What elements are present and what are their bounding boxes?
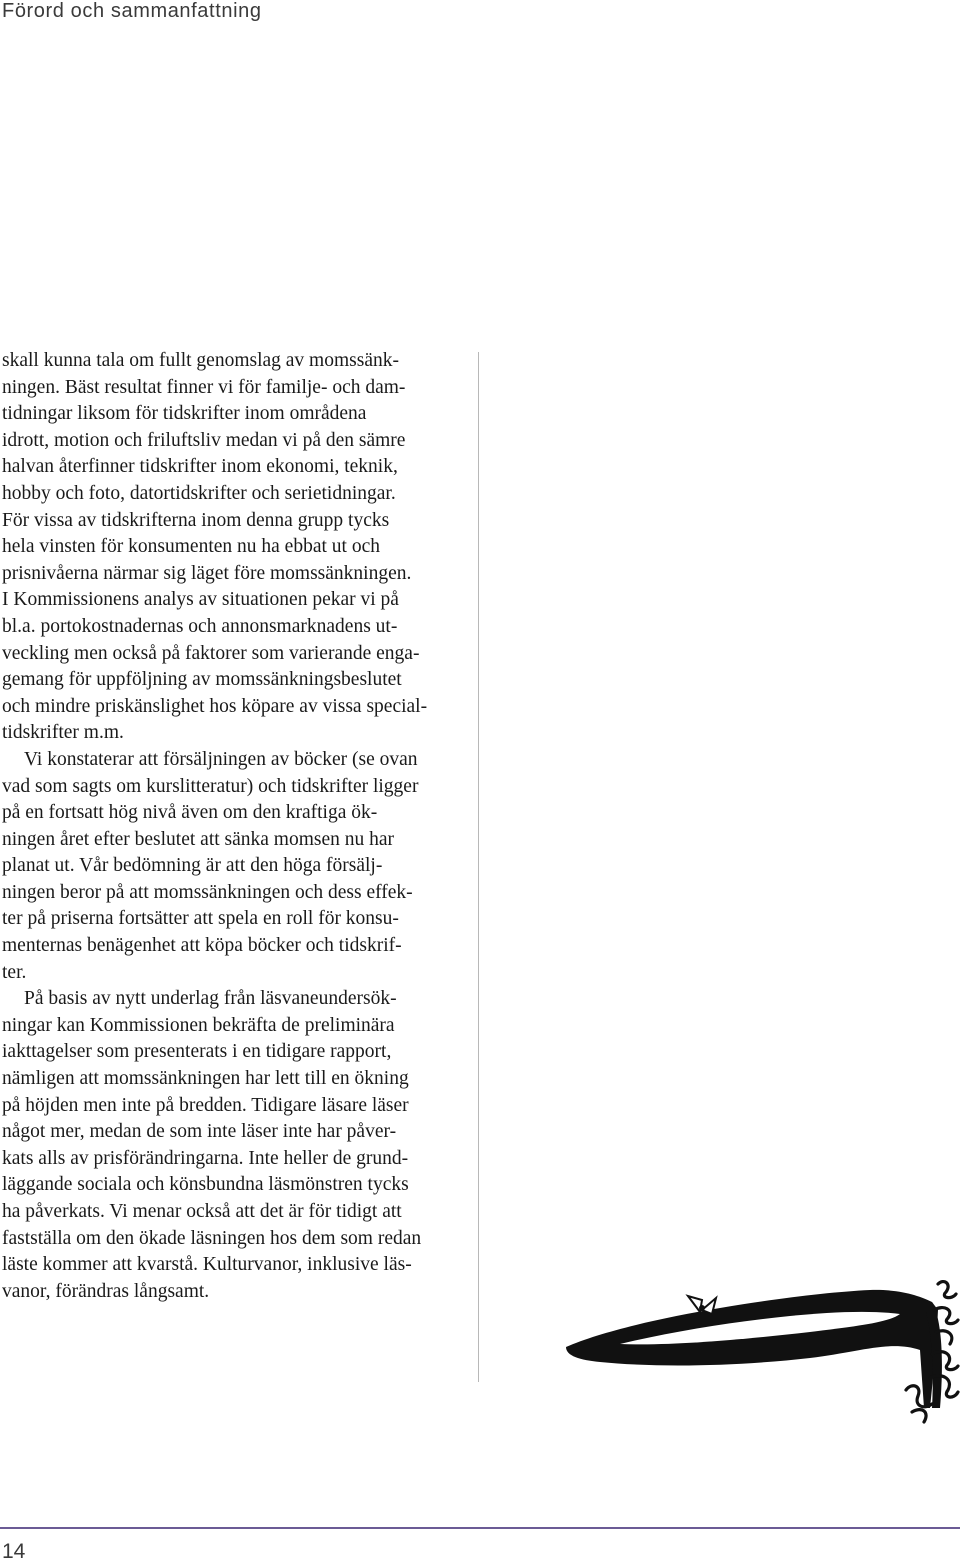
text-line: menternas benägenhet att köpa böcker och tidskrif-: [2, 935, 402, 957]
text-line: ningen. Bäst resultat finner vi för familje- och dam-: [2, 376, 406, 398]
text-line: något mer, medan de som inte läser inte har påver-: [2, 1121, 397, 1143]
text-line: nämligen att momssänkningen har lett till en ökning: [2, 1068, 409, 1090]
text-line: ningar kan Kommissionen bekräfta de preliminära: [2, 1014, 395, 1036]
text-line: vanor, förändras långsamt.: [2, 1280, 210, 1302]
footer-rule: [0, 1527, 960, 1529]
text-line: På basis av nytt underlag från läsvaneundersök-: [24, 988, 397, 1010]
text-line: hela vinsten för konsumenten nu ha ebbat ut och: [2, 536, 380, 558]
text-line: läste kommer att kvarstå. Kulturvanor, inklusive läs-: [2, 1254, 412, 1276]
text-line: ha påverkats. Vi menar också att det är för tidigt att: [2, 1201, 402, 1222]
text-line: halvan återfinner tidskrifter inom ekonomi, teknik,: [2, 456, 398, 478]
text-line: på höjden men inte på bredden. Tidigare läsare läser: [2, 1094, 409, 1116]
text-line: läggande sociala och könsbundna läsmönstren tycks: [2, 1174, 409, 1196]
text-line: veckling men också på faktorer som varierande enga-: [2, 642, 420, 664]
body-text: [2, 348, 478, 1305]
text-line: För vissa av tidskrifterna inom denna grupp tycks: [2, 509, 390, 531]
text-line: iakttagelser som presenterats i en tidigare rapport,: [2, 1041, 392, 1063]
text-line: ter.: [2, 961, 27, 983]
text-line: fastställa om den ökade läsningen hos dem som redan: [2, 1227, 422, 1249]
shoe-sketch-icon: [560, 1240, 960, 1430]
text-line: på en fortsatt hög nivå även om den kraftiga ök-: [2, 802, 378, 824]
text-line: tidningar liksom för tidskrifter inom områdena: [2, 403, 367, 425]
text-line: ningen året efter beslutet att sänka momsen nu har: [2, 828, 395, 850]
column-divider: [478, 352, 479, 1382]
text-line: planat ut. Vår bedömning är att den höga försälj-: [2, 855, 383, 877]
text-line: bl.a. portokostnadernas och annonsmarknadens ut-: [2, 615, 398, 637]
text-line: ningen beror på att momssänkningen och dess effek-: [2, 881, 413, 903]
running-head: Förord och sammanfattning: [2, 0, 262, 22]
text-line: Vi konstaterar att försäljningen av böcker (se ovan: [24, 748, 418, 770]
text-line: tidskrifter m.m.: [2, 722, 124, 744]
text-line: prisnivåerna närmar sig läget före momssänkningen.: [2, 562, 412, 584]
text-line: idrott, motion och friluftsliv medan vi på den sämre: [2, 429, 406, 451]
page-number: 14: [2, 1540, 26, 1563]
text-line: och mindre priskänslighet hos köpare av vissa special-: [2, 695, 428, 717]
text-line: kats alls av prisförändringarna. Inte heller de grund-: [2, 1147, 409, 1169]
text-line: I Kommissionens analys av situationen pekar vi på: [2, 589, 399, 611]
text-line: skall kunna tala om fullt genomslag av momssänk-: [2, 350, 399, 371]
text-line: hobby och foto, datortidskrifter och serietidningar.: [2, 482, 396, 504]
text-line: vad som sagts om kurslitteratur) och tidskrifter ligger: [2, 775, 419, 797]
text-line: gemang för uppföljning av momssänkningsbeslutet: [2, 669, 402, 691]
text-line: ter på priserna fortsätter att spela en roll för konsu-: [2, 908, 399, 930]
